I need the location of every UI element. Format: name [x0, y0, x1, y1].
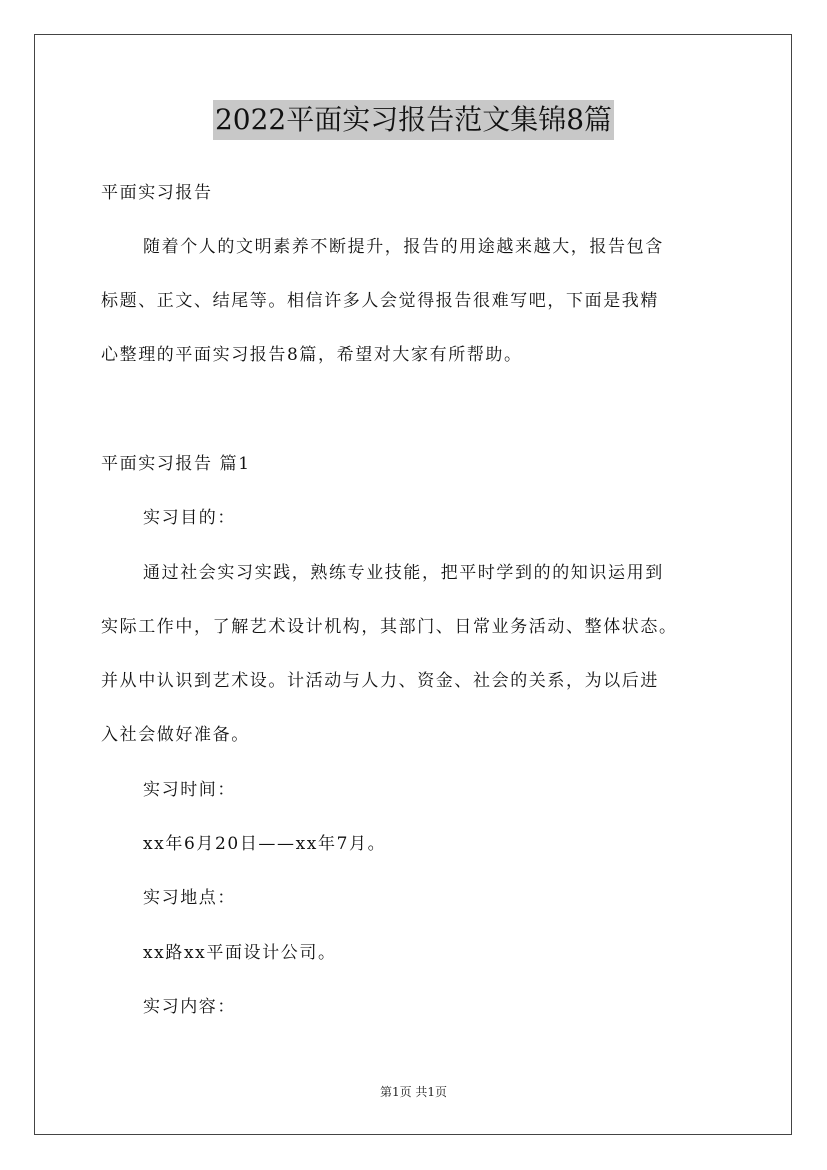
purpose-paragraph-line-1: 通过社会实习实践，熟练专业技能，把平时学到的的知识运用到 — [143, 563, 664, 583]
purpose-paragraph-line-2: 实际工作中，了解艺术设计机构，其部门、日常业务活动、整体状态。 — [101, 617, 678, 637]
intro-paragraph-line-3: 心整理的平面实习报告8篇，希望对大家有所帮助。 — [101, 345, 523, 365]
page-footer: 第1页 共1页 — [379, 1085, 448, 1099]
purpose-paragraph-line-3: 并从中认识到艺术设。计活动与人力、资金、社会的关系，为以后进 — [101, 671, 659, 691]
time-value: xx年6月20日——xx年7月。 — [143, 834, 387, 854]
location-label: 实习地点： — [143, 888, 236, 908]
purpose-paragraph-line-4: 入社会做好准备。 — [101, 725, 250, 745]
time-label: 实习时间： — [143, 780, 236, 800]
document-title: 2022平面实习报告范文集锦8篇 — [213, 100, 614, 140]
intro-paragraph-line-1: 随着个人的文明素养不断提升，报告的用途越来越大，报告包含 — [143, 237, 664, 257]
title-container — [0, 100, 827, 140]
intro-heading: 平面实习报告 — [101, 183, 213, 203]
location-value: xx路xx平面设计公司。 — [143, 943, 337, 963]
purpose-label: 实习目的： — [143, 508, 236, 528]
intro-paragraph-line-2: 标题、正文、结尾等。相信许多人会觉得报告很难写吧，下面是我精 — [101, 291, 659, 311]
content-label: 实习内容： — [143, 997, 236, 1017]
section-heading: 平面实习报告 篇1 — [101, 454, 251, 474]
